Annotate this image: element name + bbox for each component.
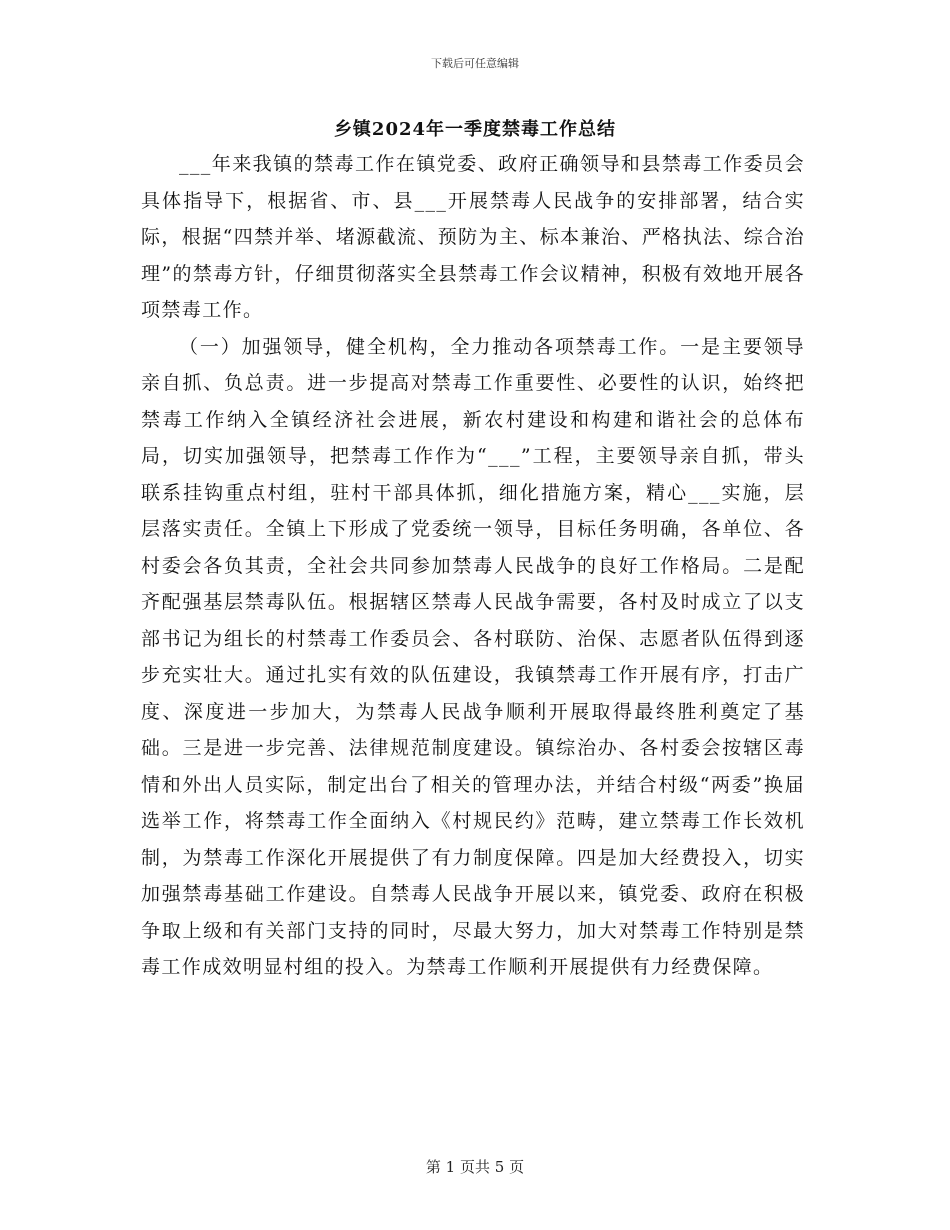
page-header-note: 下载后可任意编辑: [431, 57, 519, 70]
page-number: 第 1 页共 5 页: [425, 1158, 525, 1176]
document-title: 乡镇2024年一季度禁毒工作总结: [333, 119, 617, 140]
document-body: [141, 146, 805, 986]
paragraph-intro: ___年来我镇的禁毒工作在镇党委、政府正确领导和县禁毒工作委员会具体指导下，根据省、市、县___开展禁毒人民战争的安排部署，结合实际，根据“四禁并举、堵源截流、预防为主、标本兼治、严格执法、综合治理”的禁毒方针，仔细贯彻落实全县禁毒工作会议精神，积极有效地开展各项禁毒工作。: [141, 153, 805, 321]
paragraph-section-1: （一）加强领导，健全机构，全力推动各项禁毒工作。一是主要领导亲自抓、负总责。进一步提高对禁毒工作重要性、必要性的认识，始终把禁毒工作纳入全镇经济社会进展，新农村建设和构建和谐社会的总体布局，切实加强领导，把禁毒工作作为“___”工程，主要领导亲自抓，带头联系挂钩重点村组，驻村干部具体抓，细化措施方案，精心___实施，层层落实责任。全镇上下形成了党委统一领导，目标任务明确，各单位、各村委会各负其责，全社会共同参加禁毒人民战争的良好工作格局。二是配齐配强基层禁毒队伍。根据辖区禁毒人民战争需要，各村及时成立了以支部书记为组长的村禁毒工作委员会、各村联防、治保、志愿者队伍得到逐步充实壮大。通过扎实有效的队伍建设，我镇禁毒工作开展有序，打击广度、深度进一步加大，为禁毒人民战争顺利开展取得最终胜利奠定了基础。三是进一步完善、法律规范制度建设。镇综治办、各村委会按辖区毒情和外出人员实际，制定出台了相关的管理办法，并结合村级“两委”换届选举工作，将禁毒工作全面纳入《村规民约》范畴，建立禁毒工作长效机制，为禁毒工作深化开展提供了有力制度保障。四是加大经费投入，切实加强禁毒基础工作建设。自禁毒人民战争开展以来，镇党委、政府在积极争取上级和有关部门支持的同时，尽最大努力，加大对禁毒工作特别是禁毒工作成效明显村组的投入。为禁毒工作顺利开展提供有力经费保障。: [141, 335, 805, 978]
